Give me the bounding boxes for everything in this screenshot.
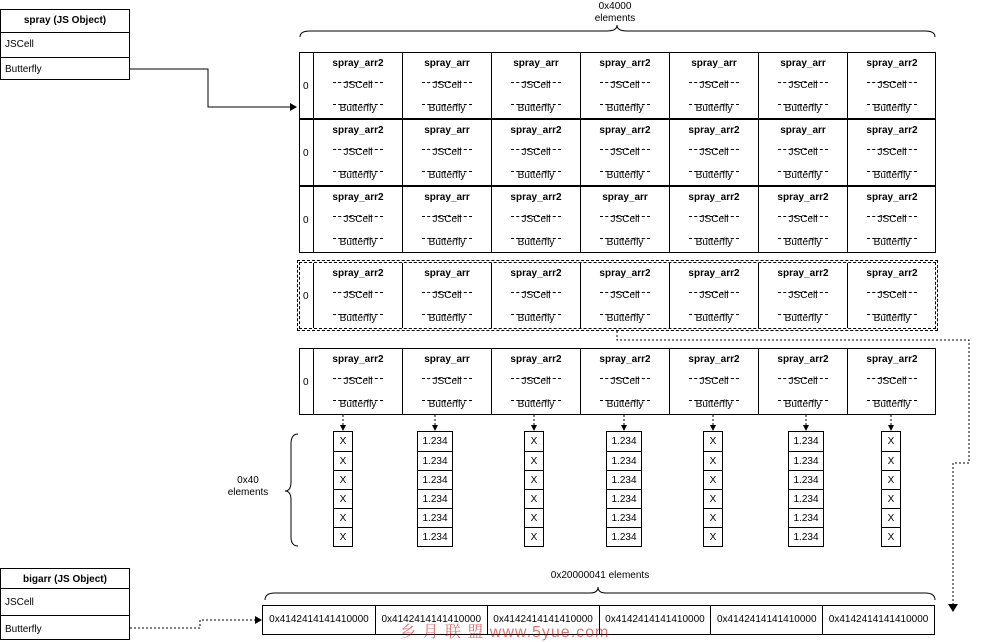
spray-row [299, 186, 936, 253]
cell-butterfly: Butterfly [517, 399, 555, 410]
element-value: X [530, 436, 538, 447]
bigarr-count-brace [265, 587, 935, 600]
cell-jscell: JSCell [788, 376, 818, 387]
spray-row [299, 348, 936, 415]
cell-jscell: JSCell [343, 290, 373, 301]
element-value: 1.234 [789, 527, 823, 546]
cell-name: spray_arr2 [688, 192, 740, 203]
cell-name: spray_arr2 [332, 58, 384, 69]
spray-cell [758, 120, 847, 185]
cell-jscell: JSCell [699, 214, 729, 225]
cell-name: spray_arr [424, 268, 470, 279]
bigarr-cell: 0x4142414141410000 [487, 606, 599, 634]
cell-name: spray_arr2 [688, 268, 740, 279]
cell-butterfly: Butterfly [873, 313, 911, 324]
spray-cell [402, 187, 491, 252]
spray-count-label: 0x4000 elements [594, 1, 636, 24]
spray-cell [402, 53, 491, 118]
cell-jscell: JSCell [877, 290, 907, 301]
element-value: 1.234 [789, 489, 823, 508]
element-value: X [525, 508, 543, 527]
cell-jscell: JSCell [432, 147, 462, 158]
cell-jscell: JSCell [610, 290, 640, 301]
element-value: 1.234 [418, 527, 452, 546]
cell-jscell: JSCell [521, 214, 551, 225]
cell-name: spray_arr2 [866, 192, 918, 203]
spray-cell [847, 263, 936, 328]
spray-cell [758, 263, 847, 328]
cell-butterfly: Butterfly [784, 313, 822, 324]
cell-jscell: JSCell [521, 290, 551, 301]
element-value: X [339, 436, 347, 447]
cell-jscell: JSCell [432, 376, 462, 387]
cell-jscell: JSCell [343, 80, 373, 91]
spray-cell [847, 53, 936, 118]
bigarr-object [0, 568, 130, 640]
cell-butterfly: Butterfly [695, 103, 733, 114]
element-value: X [704, 527, 722, 546]
spray-object-title: spray (JS Object) [23, 15, 107, 26]
cell-butterfly: Butterfly [873, 103, 911, 114]
spray-cell [580, 263, 669, 328]
element-value: 1.234 [607, 489, 641, 508]
cell-jscell: JSCell [788, 147, 818, 158]
spray-cell [669, 263, 758, 328]
element-value: 1.234 [607, 527, 641, 546]
row-index: 0 [303, 291, 309, 302]
bigarr-cell: 0x4142414141410000 [710, 606, 822, 634]
cell-butterfly: Butterfly [784, 399, 822, 410]
cell-butterfly: Butterfly [517, 170, 555, 181]
element-value: X [525, 527, 543, 546]
cell-jscell: JSCell [877, 214, 907, 225]
element-value: X [525, 451, 543, 470]
element-value: 1.234 [418, 470, 452, 489]
spray-cell [847, 187, 936, 252]
element-column [606, 431, 642, 547]
cell-name: spray_arr [513, 58, 559, 69]
spray-object [0, 9, 130, 80]
cell-name: spray_arr2 [599, 268, 651, 279]
element-value: 1.234 [418, 451, 452, 470]
cell-butterfly: Butterfly [784, 237, 822, 248]
column-count-brace [285, 434, 298, 546]
cell-butterfly: Butterfly [428, 103, 466, 114]
element-value: X [334, 508, 352, 527]
element-value: X [334, 489, 352, 508]
cell-jscell: JSCell [877, 376, 907, 387]
cell-butterfly: Butterfly [873, 237, 911, 248]
cell-jscell: JSCell [877, 80, 907, 91]
spray-cell [847, 349, 936, 414]
element-value: X [704, 508, 722, 527]
cell-name: spray_arr2 [777, 354, 829, 365]
cell-jscell: JSCell [343, 147, 373, 158]
element-value: 1.234 [418, 489, 452, 508]
element-value: 1.234 [607, 470, 641, 489]
cell-jscell: JSCell [788, 80, 818, 91]
cell-jscell: JSCell [699, 147, 729, 158]
cell-jscell: JSCell [432, 290, 462, 301]
cell-jscell: JSCell [610, 80, 640, 91]
cell-butterfly: Butterfly [695, 170, 733, 181]
cell-butterfly: Butterfly [428, 170, 466, 181]
cell-jscell: JSCell [610, 147, 640, 158]
spray-row [299, 262, 936, 329]
spray-cell [313, 263, 402, 328]
spray-cell [758, 53, 847, 118]
cell-jscell: JSCell [877, 147, 907, 158]
row-index: 0 [303, 377, 309, 388]
bigarr-cell: 0x4142414141410000 [822, 606, 934, 634]
cell-butterfly: Butterfly [695, 399, 733, 410]
cell-name: spray_arr2 [688, 125, 740, 136]
cell-butterfly: Butterfly [784, 170, 822, 181]
cell-name: spray_arr [780, 125, 826, 136]
cell-butterfly: Butterfly [606, 399, 644, 410]
spray-count-brace [300, 25, 935, 37]
spray-jscell-row: JSCell [1, 32, 129, 57]
spray-row [299, 119, 936, 186]
bigarr-jscell-row: JSCell [1, 588, 129, 615]
element-value: X [709, 436, 717, 447]
element-value: X [334, 470, 352, 489]
element-value: 1.234 [422, 436, 448, 447]
cell-butterfly: Butterfly [606, 103, 644, 114]
element-value: X [704, 470, 722, 489]
cell-butterfly: Butterfly [873, 399, 911, 410]
cell-name: spray_arr [424, 192, 470, 203]
element-value: 1.234 [789, 508, 823, 527]
cell-name: spray_arr2 [599, 58, 651, 69]
cell-butterfly: Butterfly [339, 399, 377, 410]
cell-name: spray_arr [424, 125, 470, 136]
element-value: X [882, 470, 900, 489]
cell-name: spray_arr2 [332, 192, 384, 203]
spray-cell [580, 120, 669, 185]
element-value: X [525, 489, 543, 508]
spray-cell [580, 349, 669, 414]
bigarr-cell: 0x4142414141410000 [269, 614, 369, 625]
spray-cell [491, 187, 580, 252]
cell-name: spray_arr2 [866, 354, 918, 365]
cell-jscell: JSCell [610, 214, 640, 225]
cell-jscell: JSCell [521, 376, 551, 387]
spray-row [299, 52, 936, 119]
cell-butterfly: Butterfly [695, 237, 733, 248]
cell-jscell: JSCell [699, 290, 729, 301]
spray-butterfly-row: Butterfly [1, 57, 129, 81]
spray-cell [402, 120, 491, 185]
row-index: 0 [303, 148, 309, 159]
spray-cell [580, 187, 669, 252]
cell-butterfly: Butterfly [606, 237, 644, 248]
cell-butterfly: Butterfly [873, 170, 911, 181]
cell-name: spray_arr2 [332, 354, 384, 365]
spray-cell [313, 187, 402, 252]
cell-name: spray_arr [691, 58, 737, 69]
cell-name: spray_arr2 [510, 354, 562, 365]
cell-butterfly: Butterfly [339, 237, 377, 248]
element-value: 1.234 [418, 508, 452, 527]
cell-name: spray_arr2 [510, 192, 562, 203]
spray-cell [491, 53, 580, 118]
cell-jscell: JSCell [521, 80, 551, 91]
cell-butterfly: Butterfly [784, 103, 822, 114]
cell-jscell: JSCell [610, 376, 640, 387]
element-value: X [704, 489, 722, 508]
spray-cell [402, 263, 491, 328]
spray-cell [313, 53, 402, 118]
element-value: X [334, 451, 352, 470]
cell-name: spray_arr2 [599, 125, 651, 136]
spray-cell [847, 120, 936, 185]
element-value: X [887, 436, 895, 447]
element-value: 1.234 [607, 451, 641, 470]
arrowhead [290, 103, 297, 111]
cell-name: spray_arr2 [688, 354, 740, 365]
cell-name: spray_arr2 [866, 268, 918, 279]
bigarr-count-label: 0x20000041 elements [550, 570, 650, 581]
cell-name: spray_arr2 [866, 58, 918, 69]
spray-cell [669, 187, 758, 252]
cell-jscell: JSCell [788, 290, 818, 301]
element-value: X [882, 489, 900, 508]
bigarr-butterfly-arrow [130, 620, 258, 628]
cell-name: spray_arr2 [332, 268, 384, 279]
cell-jscell: JSCell [343, 214, 373, 225]
cell-butterfly: Butterfly [428, 313, 466, 324]
spray-cell [758, 187, 847, 252]
cell-name: spray_arr [424, 58, 470, 69]
spray-cell [669, 349, 758, 414]
cell-butterfly: Butterfly [695, 313, 733, 324]
cell-name: spray_arr2 [777, 268, 829, 279]
cell-name: spray_arr [780, 58, 826, 69]
row-index: 0 [303, 215, 309, 226]
cell-name: spray_arr [602, 192, 648, 203]
bigarr-cell: 0x4142414141410000 [599, 606, 711, 634]
element-value: 1.234 [789, 470, 823, 489]
spray-butterfly-arrow [130, 69, 293, 107]
element-column [524, 431, 544, 547]
cell-butterfly: Butterfly [428, 399, 466, 410]
cell-name: spray_arr2 [510, 125, 562, 136]
bigarr-butterfly-row: Butterfly [1, 615, 129, 641]
cell-butterfly: Butterfly [339, 103, 377, 114]
cell-butterfly: Butterfly [517, 237, 555, 248]
spray-cell [491, 120, 580, 185]
spray-cell [402, 349, 491, 414]
element-value: X [704, 451, 722, 470]
watermark: 乡 月 联 盟 www.5yue.com [400, 624, 610, 641]
cell-name: spray_arr2 [599, 354, 651, 365]
cell-name: spray_arr2 [332, 125, 384, 136]
spray-cell [491, 349, 580, 414]
cell-jscell: JSCell [432, 80, 462, 91]
cell-jscell: JSCell [432, 214, 462, 225]
cell-butterfly: Butterfly [517, 313, 555, 324]
bigarr-cell: 0x4142414141410000 [375, 606, 487, 634]
element-column [881, 431, 901, 547]
element-value: 1.234 [611, 436, 637, 447]
cell-name: spray_arr2 [510, 268, 562, 279]
element-value: X [525, 470, 543, 489]
element-column [703, 431, 723, 547]
spray-cell [491, 263, 580, 328]
cell-name: spray_arr [424, 354, 470, 365]
cell-jscell: JSCell [343, 376, 373, 387]
cell-butterfly: Butterfly [428, 237, 466, 248]
cell-name: spray_arr2 [866, 125, 918, 136]
column-count-label: 0x40 elements [227, 475, 269, 498]
cell-butterfly: Butterfly [606, 170, 644, 181]
row-index: 0 [303, 81, 309, 92]
bigarr-object-title: bigarr (JS Object) [23, 574, 107, 585]
element-value: X [882, 527, 900, 546]
cell-jscell: JSCell [699, 80, 729, 91]
spray-cell [313, 120, 402, 185]
cell-jscell: JSCell [788, 214, 818, 225]
element-column [333, 431, 353, 547]
cell-name: spray_arr2 [777, 192, 829, 203]
element-value: X [882, 451, 900, 470]
element-value: X [334, 527, 352, 546]
spray-cell [669, 120, 758, 185]
cell-butterfly: Butterfly [606, 313, 644, 324]
spray-cell [313, 349, 402, 414]
element-column [788, 431, 824, 547]
element-value: 1.234 [789, 451, 823, 470]
element-value: 1.234 [607, 508, 641, 527]
cell-jscell: JSCell [521, 147, 551, 158]
spray-cell [669, 53, 758, 118]
cell-butterfly: Butterfly [517, 103, 555, 114]
element-column [417, 431, 453, 547]
spray-cell [580, 53, 669, 118]
cell-butterfly: Butterfly [339, 170, 377, 181]
element-value: 1.234 [793, 436, 819, 447]
spray-cell [758, 349, 847, 414]
column-arrows [340, 415, 894, 431]
element-value: X [882, 508, 900, 527]
cell-jscell: JSCell [699, 376, 729, 387]
cell-butterfly: Butterfly [339, 313, 377, 324]
